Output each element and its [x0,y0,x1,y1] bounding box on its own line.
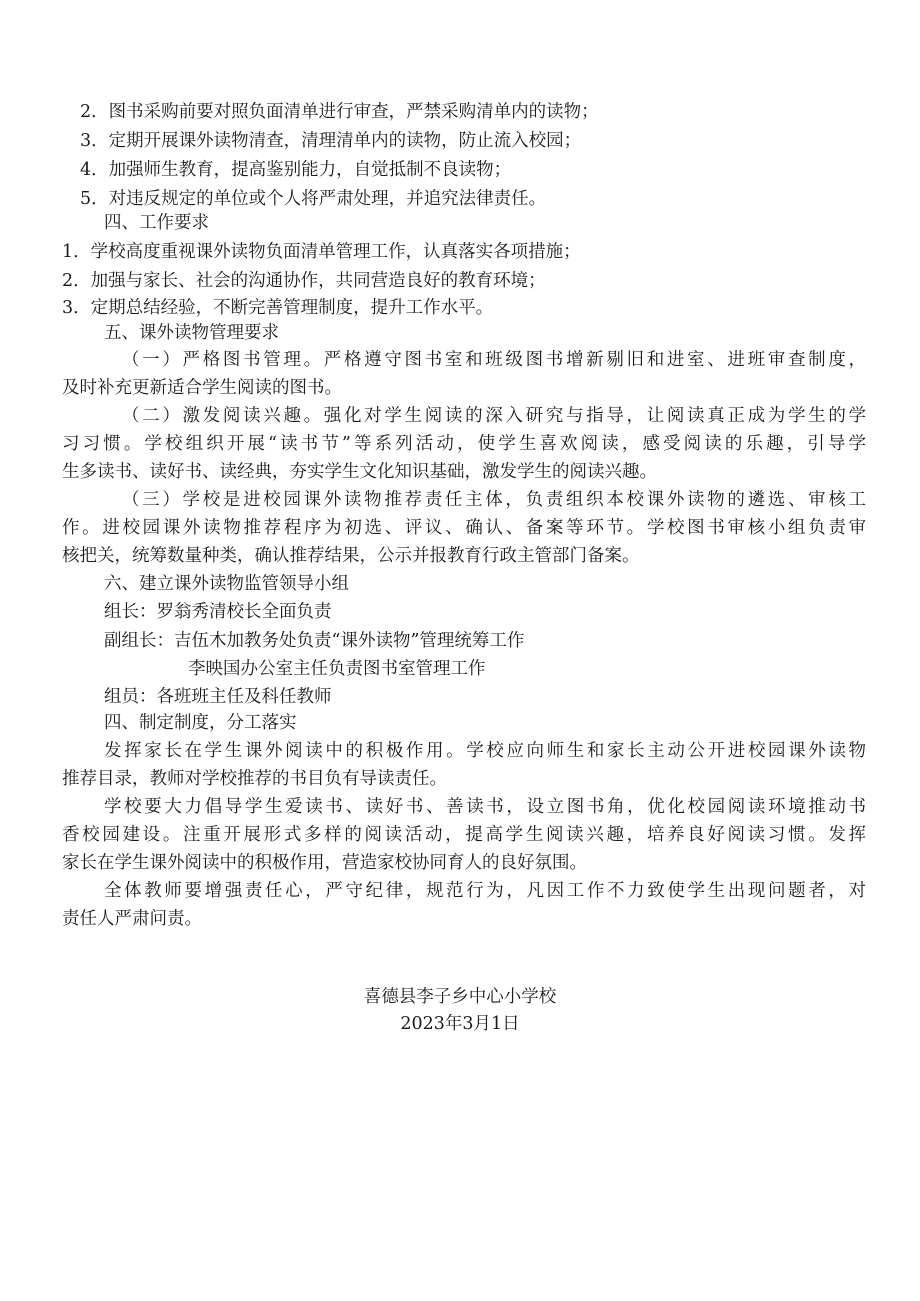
paragraph-line: （一）严格图书管理。严格遵守图书室和班级图书增新剔旧和进室、进班审查制度， [122,350,866,370]
requirement-item-2: 2．加强与家长、社会的沟通协作，共同营造良好的教育环境； [62,271,546,291]
section-heading-reading-management: 五、课外读物管理要求 [104,323,279,343]
section-heading-work-requirements: 四、工作要求 [104,213,209,233]
paragraph-line: 家长在学生课外阅读中的积极作用，营造家校协同育人的良好氛围。 [62,853,587,873]
paragraph-line: 推荐目录，教师对学校推荐的书目负有导读责任。 [62,769,447,789]
paragraph-line: （二）激发阅读兴趣。强化对学生阅读的深入研究与指导，让阅读真正成为学生的学 [122,406,866,426]
group-deputy-1: 副组长：吉伍木加教务处负责“课外读物”管理统筹工作 [104,631,525,651]
section-heading-leadership-group: 六、建立课外读物监管领导小组 [104,574,349,594]
paragraph-line: 责任人严肃问责。 [62,909,202,929]
signature-school: 喜德县李子乡中心小学校 [363,987,557,1007]
section-heading-system: 四、制定制度，分工落实 [104,713,297,733]
measure-item-4: 4．加强师生教育，提高鉴别能力，自觉抵制不良读物； [80,160,512,180]
paragraph-line: 香校园建设。注重开展形式多样的阅读活动，提高学生阅读兴趣，培养良好阅读习惯。发挥 [62,825,866,845]
paragraph-line: 发挥家长在学生课外阅读中的积极作用。学校应向师生和家长主动公开进校园课外读物 [104,741,866,761]
paragraph-line: 习习惯。学校组织开展“读书节”等系列活动，使学生喜欢阅读，感受阅读的乐趣，引导学 [62,434,866,454]
paragraph-line: （三）学校是进校园课外读物推荐责任主体，负责组织本校课外读物的遴选、审核工 [122,490,866,510]
signature-date: 2023年3月1日 [400,1014,520,1034]
paragraph-line: 及时补充更新适合学生阅读的图书。 [62,378,342,398]
group-leader: 组长：罗翁秀清校长全面负责 [104,602,332,622]
measure-item-3: 3．定期开展课外读物清查，清理清单内的读物，防止流入校园； [80,131,582,151]
measure-item-2: 2．图书采购前要对照负面清单进行审查，严禁采购清单内的读物； [80,102,599,122]
requirement-item-3: 3．定期总结经验，不断完善管理制度，提升工作水平。 [62,298,494,318]
paragraph-line: 生多读书、读好书、读经典，夯实学生文化知识基础，激发学生的阅读兴趣。 [62,462,657,482]
paragraph-line: 全体教师要增强责任心，严守纪律，规范行为，凡因工作不力致使学生出现问题者，对 [104,881,866,901]
paragraph-line: 作。进校园课外读物推荐程序为初选、评议、确认、备案等环节。学校图书审核小组负责审 [62,518,866,538]
paragraph-line: 核把关，统筹数量种类，确认推荐结果，公示并报教育行政主管部门备案。 [62,546,640,566]
group-deputy-2: 李映国办公室主任负责图书室管理工作 [188,659,486,679]
requirement-item-1: 1．学校高度重视课外读物负面清单管理工作，认真落实各项措施； [62,242,581,262]
paragraph-line: 学校要大力倡导学生爱读书、读好书、善读书，设立图书角，优化校园阅读环境推动书 [104,797,866,817]
group-members: 组员：各班班主任及科任教师 [104,687,332,707]
measure-item-5: 5．对违反规定的单位或个人将严肃处理，并追究法律责任。 [80,189,547,209]
